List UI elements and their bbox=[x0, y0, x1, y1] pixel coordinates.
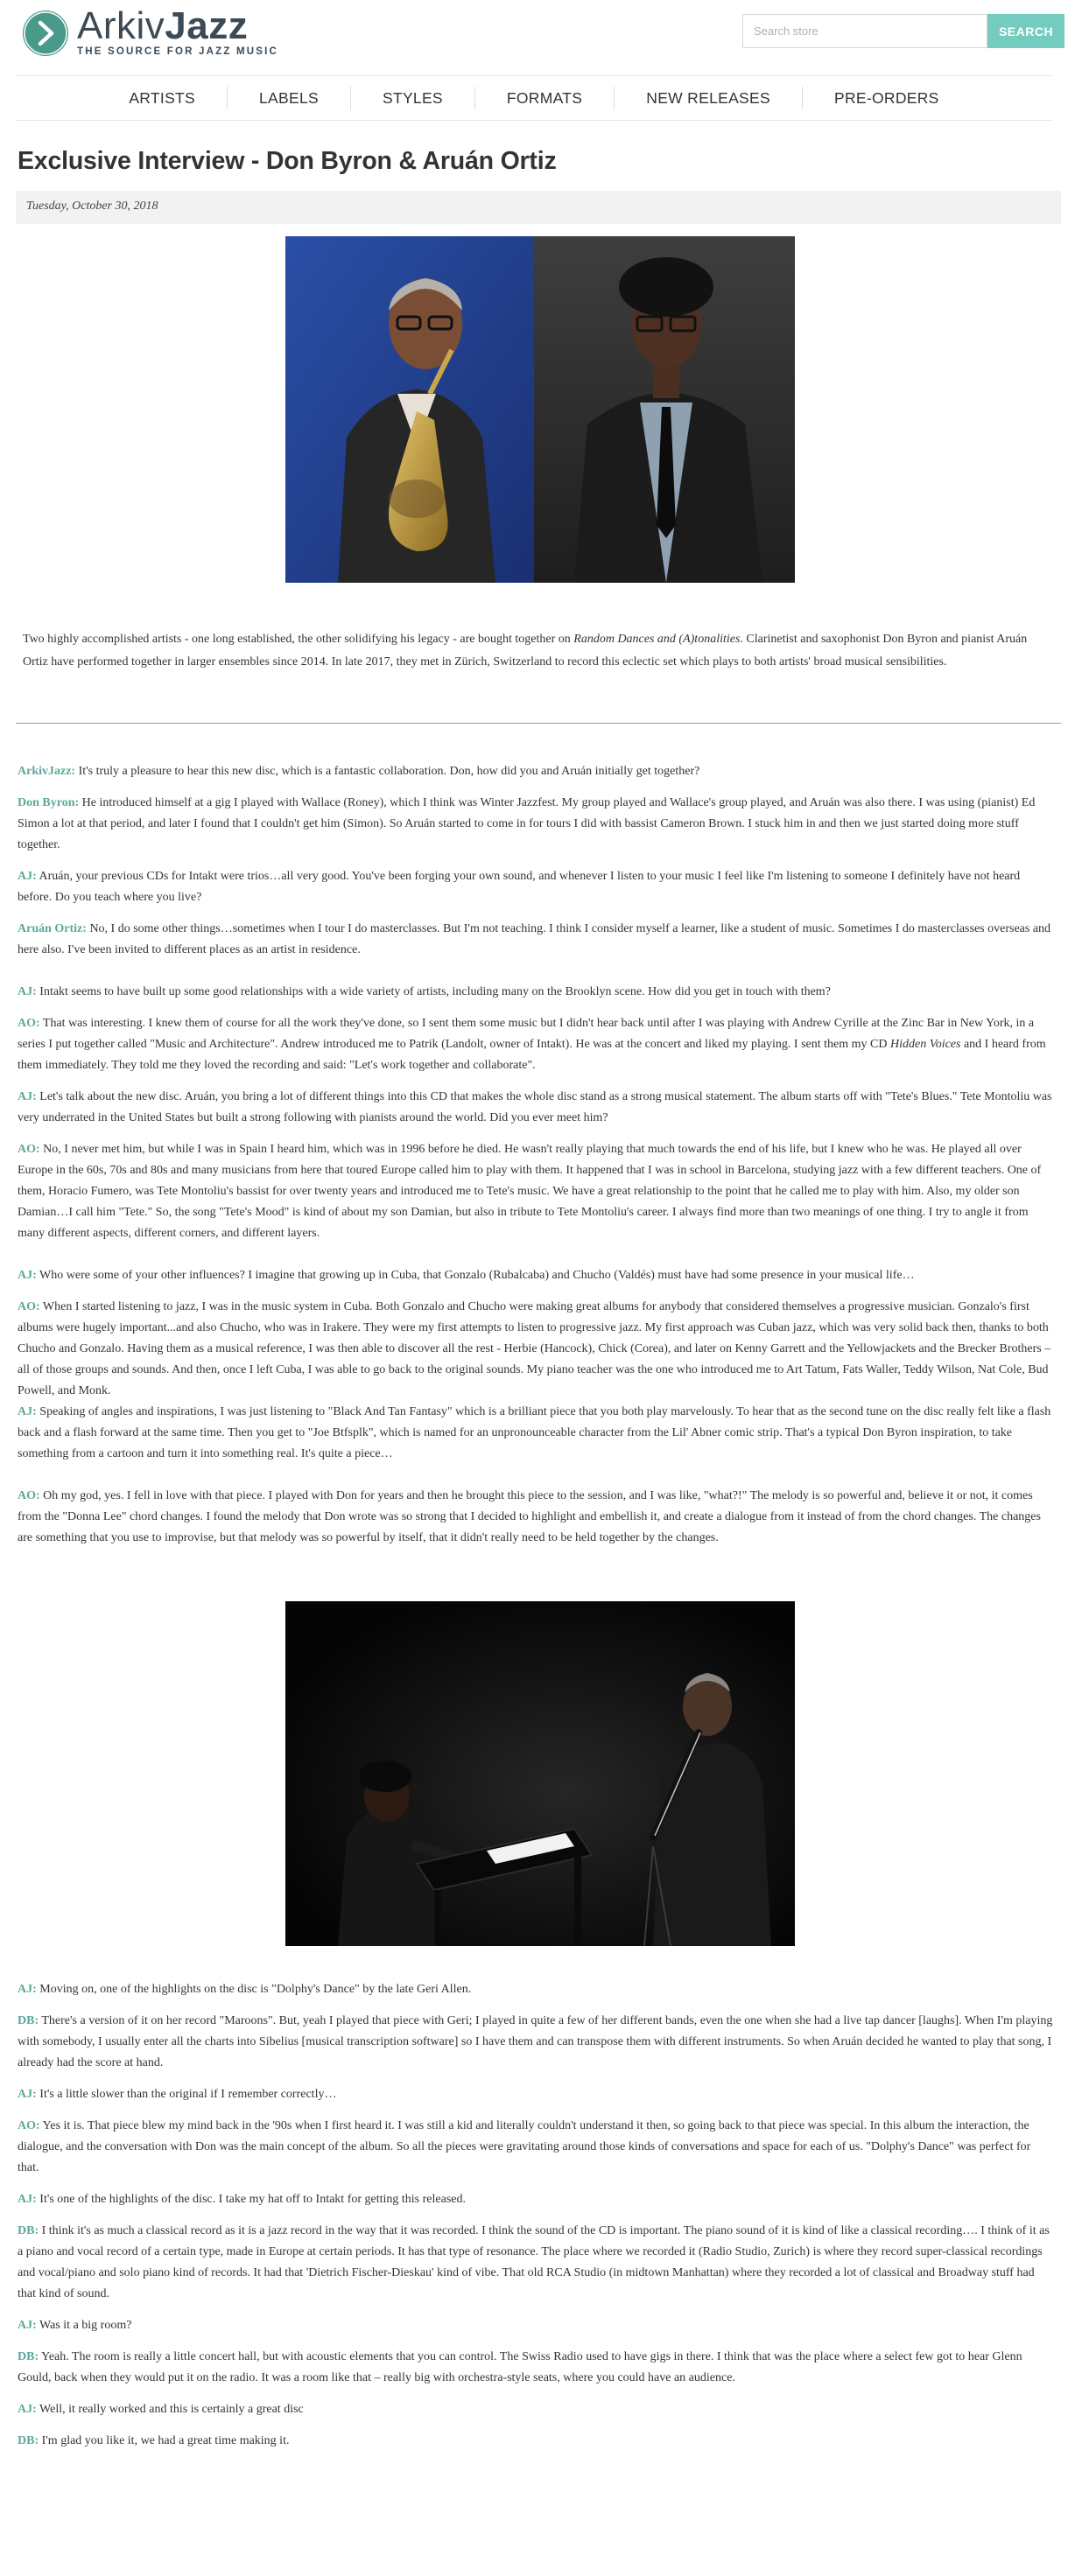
interview-paragraph: AJ: Intakt seems to have built up some good relationships with a wide variety of artists, including many on the Brooklyn scene. How did you get in touch with them? bbox=[18, 985, 831, 998]
search-input[interactable] bbox=[742, 14, 987, 48]
article-title: Exclusive Interview - Don Byron & Aruán Ortiz bbox=[18, 147, 557, 175]
nav-formats[interactable]: FORMATS bbox=[475, 87, 615, 109]
interview-paragraph: AO: When I started listening to jazz, I was in the music system in Cuba. Both Gonzalo and Chucho were making great albums for anybody that considered themselves a progressive musician. Gonzalo's first albums were hugely important...and also Chucho, who was in Irakere. They were my first attempts to listen to progressive jazz. My first approach was Cuban jazz, which was very solid back then, thanks to both Chucho and Gonzalo. Having them as a musical reference, I was then able to discover all the rest - Herbie (Hancock), Chick (Corea), and later on Kenny Garrett and the Yellowjackets and the Brecker Brothers – all of those groups and sounds. And then, once I left Cuba, I was able to go back to the original sounds. My piano teacher was the one who introduced me to Art Tatum, Fats Waller, Teddy Wilson, Nat Cole, Bud Powell, and Monk. bbox=[18, 1300, 1051, 1397]
interview-paragraph: DB: There's a version of it on her record "Maroons". But, yeah I played that piece with Geri; I played in quite a few of her different bands, even the one when she had a live tap dancer [laughs]. When I'm playing with somebody, I usually enter all the charts into Sibelius [musical transcription software] so I have them and can transpose them with different instruments. So when Aruán decided he wanted to play that song, I already had the score at hand. bbox=[18, 2014, 1053, 2069]
main-nav bbox=[16, 75, 1052, 121]
interview-paragraph: AJ: Let's talk about the new disc. Aruán, you bring a lot of different things into this CD that makes the whole disc stand as a strong musical statement. The album starts off with "Tete's Blues." Tete Montoliu was very underrated in the United States but built a strong following with pianists around the world. Did you ever meet him? bbox=[18, 1090, 1052, 1124]
interview-paragraph: ArkivJazz: It's truly a pleasure to hear this new disc, which is a fantastic collaboration. Don, how did you and Aruán initially get together? bbox=[18, 765, 700, 778]
nav-pre-orders[interactable]: PRE-ORDERS bbox=[833, 89, 939, 107]
site-logo[interactable] bbox=[23, 4, 279, 57]
interview-paragraph: DB: I'm glad you like it, we had a great time making it. bbox=[18, 2434, 290, 2447]
interview-paragraph: AJ: It's one of the highlights of the disc. I take my hat off to Intakt for getting this released. bbox=[18, 2193, 466, 2206]
artists-portrait-photo bbox=[285, 236, 795, 583]
interview-paragraph: AJ: Well, it really worked and this is certainly a great disc bbox=[18, 2403, 304, 2416]
brand-tagline: THE SOURCE FOR JAZZ MUSIC bbox=[77, 46, 279, 57]
interview-paragraph: AO: No, I never met him, but while I was in Spain I heard him, which was in 1996 before he died. He wasn't really playing that much towards the end of his life, but I knew who he was. He played all over Europe in the 60s, 70s and 80s and many musicians from here that toured Europe called him to play with them. It happened that I was in school in Barcelona, studying jazz with a few different teachers. One of them, Horacio Fumero, was Tete Montoliu's bassist for over twenty years and introduced me to Tete's music. We have a great relationship to the point that he called me to play with him. Also, my older son Damian…I call him "Tete." So, the song "Tete's Mood" is kind of about my son Damian, but also in tribute to Tete Montoliu's career. I always find more than two meanings of one thing. I try to angle it from many different aspects, different corners, and different layers. bbox=[18, 1143, 1042, 1240]
search-form bbox=[742, 14, 1064, 48]
interview-paragraph: AJ: Speaking of angles and inspirations, I was just listening to "Black And Tan Fantasy" which is a brilliant piece that you both play marvelously. To hear that as the second tune on the disc really felt like a flash back and a flash forward at the same time. Then you get to "Joe Btfsplk", which is named for an unpronounceable character from the Lil' Abner comic strip. That's a typical Don Byron inspiration, to take something from a cartoon and turn it into something real. It's quite a piece… bbox=[18, 1405, 1051, 1460]
interview-paragraph: AJ: Aruán, your previous CDs for Intakt were trios…all very good. You've been forging your own sound, and whenever I listen to your music I feel like I'm listening to someone I definitely have not heard before. Do you teach where you live? bbox=[18, 870, 1021, 904]
nav-labels[interactable]: LABELS bbox=[228, 87, 351, 109]
search-button[interactable]: SEARCH bbox=[987, 14, 1064, 48]
site-header bbox=[0, 0, 1068, 63]
section-divider bbox=[16, 723, 1061, 724]
interview-paragraph: Don Byron: He introduced himself at a gig I played with Wallace (Roney), which I think was Winter Jazzfest. My group played and Wallace's group played, and Aruán was also there. I was using (pianist) Ed Simon a lot at that period, and later I found that I couldn't get him (Simon). So Aruán started to come in for tours I did with bassist Cameron Brown. I stuck him in and then we just started doing more stuff together. bbox=[18, 796, 1036, 851]
nav-new-releases[interactable]: NEW RELEASES bbox=[615, 87, 803, 109]
interview-paragraph: DB: I think it's as much a classical record as it is a jazz record in the way that it was recorded. I think the sound of the CD is important. The piano sound of it is kind of like a classical recording…. I think of it as a piano and vocal record of a certain type, made in Europe at certain periods. It has that type of resonance. The place where we recorded it (Radio Studio, Zurich) is where they record super-classical recordings and vocal/piano and solo piano kind of records. It had that 'Dietrich Fischer-Dieskau' kind of vibe. That old RCA Studio (in midtown Manhattan) where they recorded a lot of classical and Broadway stuff had that kind of sound. bbox=[18, 2224, 1050, 2300]
article-intro: Two highly accomplished artists - one long established, the other solidifying his legacy - are bought together on Random Dances and (A)tonalities. Clarinetist and saxophonist Don Byron and pianist Aruán Ortiz have performed together in larger ensembles since 2014. In late 2017, they met in Zürich, Switzerland to record this eclectic set which plays to both artists' broad musical sensibilities. bbox=[23, 633, 1028, 668]
interview-paragraph: AO: Yes it is. That piece blew my mind back in the '90s when I first heard it. I was still a kid and literally couldn't understand it then, so going back to that piece was special. In this album the interaction, the dialogue, and the conversation with Don was the main concept of the album. So all the pieces were gravitating around those kinds of conversations and space for each of us. "Dolphy's Dance" was perfect for that. bbox=[18, 2119, 1031, 2174]
interview-paragraph: AO: That was interesting. I knew them of course for all the work they've done, so I sent them some music but I didn't hear back until after I was playing with Andrew Cyrille at the Zinc Bar in New York, in a series I put together called "Music and Architecture". Andrew introduced me to Patrik (Landolt, owner of Intakt). He was at the concert and liked my playing. I sent them my CD Hidden Voices and I heard from them immediately. They told me they loved the recording and said: "Let's work together and collaborate". bbox=[18, 1017, 1046, 1072]
interview-paragraph: DB: Yeah. The room is really a little concert hall, but with acoustic elements that you can control. The Swiss Radio used to have gigs in there. I think that was the place where a select few got to hear Glenn Gould, back when they would put it on the radio. It was a room like that – really big with orchestra-style seats, where you could have an audience. bbox=[18, 2350, 1022, 2384]
performance-photo bbox=[285, 1601, 795, 1946]
nav-artists[interactable]: ARTISTS bbox=[97, 87, 228, 109]
interview-paragraph: AO: Oh my god, yes. I fell in love with that piece. I played with Don for years and then he brought this piece to the session, and I was like, "what?!" The melody is so powerful and, believe it or not, it comes from the "Donna Lee" chord changes. I found the melody that Don wrote was so strong that I decided to highlight and embellish it, and create a dialogue from it instead of from the chord changes. The changes are something that you use to improvise, but that melody was so powerful by itself, that it didn't really need to be held together by the changes. bbox=[18, 1489, 1041, 1544]
interview-paragraph: AJ: Who were some of your other influences? I imagine that growing up in Cuba, that Gonzalo (Rubalcaba) and Chucho (Valdés) must have had some presence in your musical life… bbox=[18, 1269, 915, 1282]
play-arrow-icon bbox=[23, 10, 68, 56]
brand-name: ArkivJazz bbox=[77, 4, 249, 47]
interview-paragraph: AJ: Moving on, one of the highlights on the disc is "Dolphy's Dance" by the late Geri Allen. bbox=[18, 1983, 472, 1996]
nav-styles[interactable]: STYLES bbox=[351, 87, 475, 109]
interview-paragraph: AJ: Was it a big room? bbox=[18, 2319, 132, 2332]
interview-paragraph: AJ: It's a little slower than the original if I remember correctly… bbox=[18, 2088, 337, 2101]
article-date: Tuesday, October 30, 2018 bbox=[16, 191, 1061, 224]
interview-paragraph: Aruán Ortiz: No, I do some other things…sometimes when I tour I do masterclasses. But I'm not teaching. I think I consider myself a learner, like a student of music. Sometimes I do masterclasses overseas and here also. I've been invited to different places as an artist in residence. bbox=[18, 922, 1051, 956]
